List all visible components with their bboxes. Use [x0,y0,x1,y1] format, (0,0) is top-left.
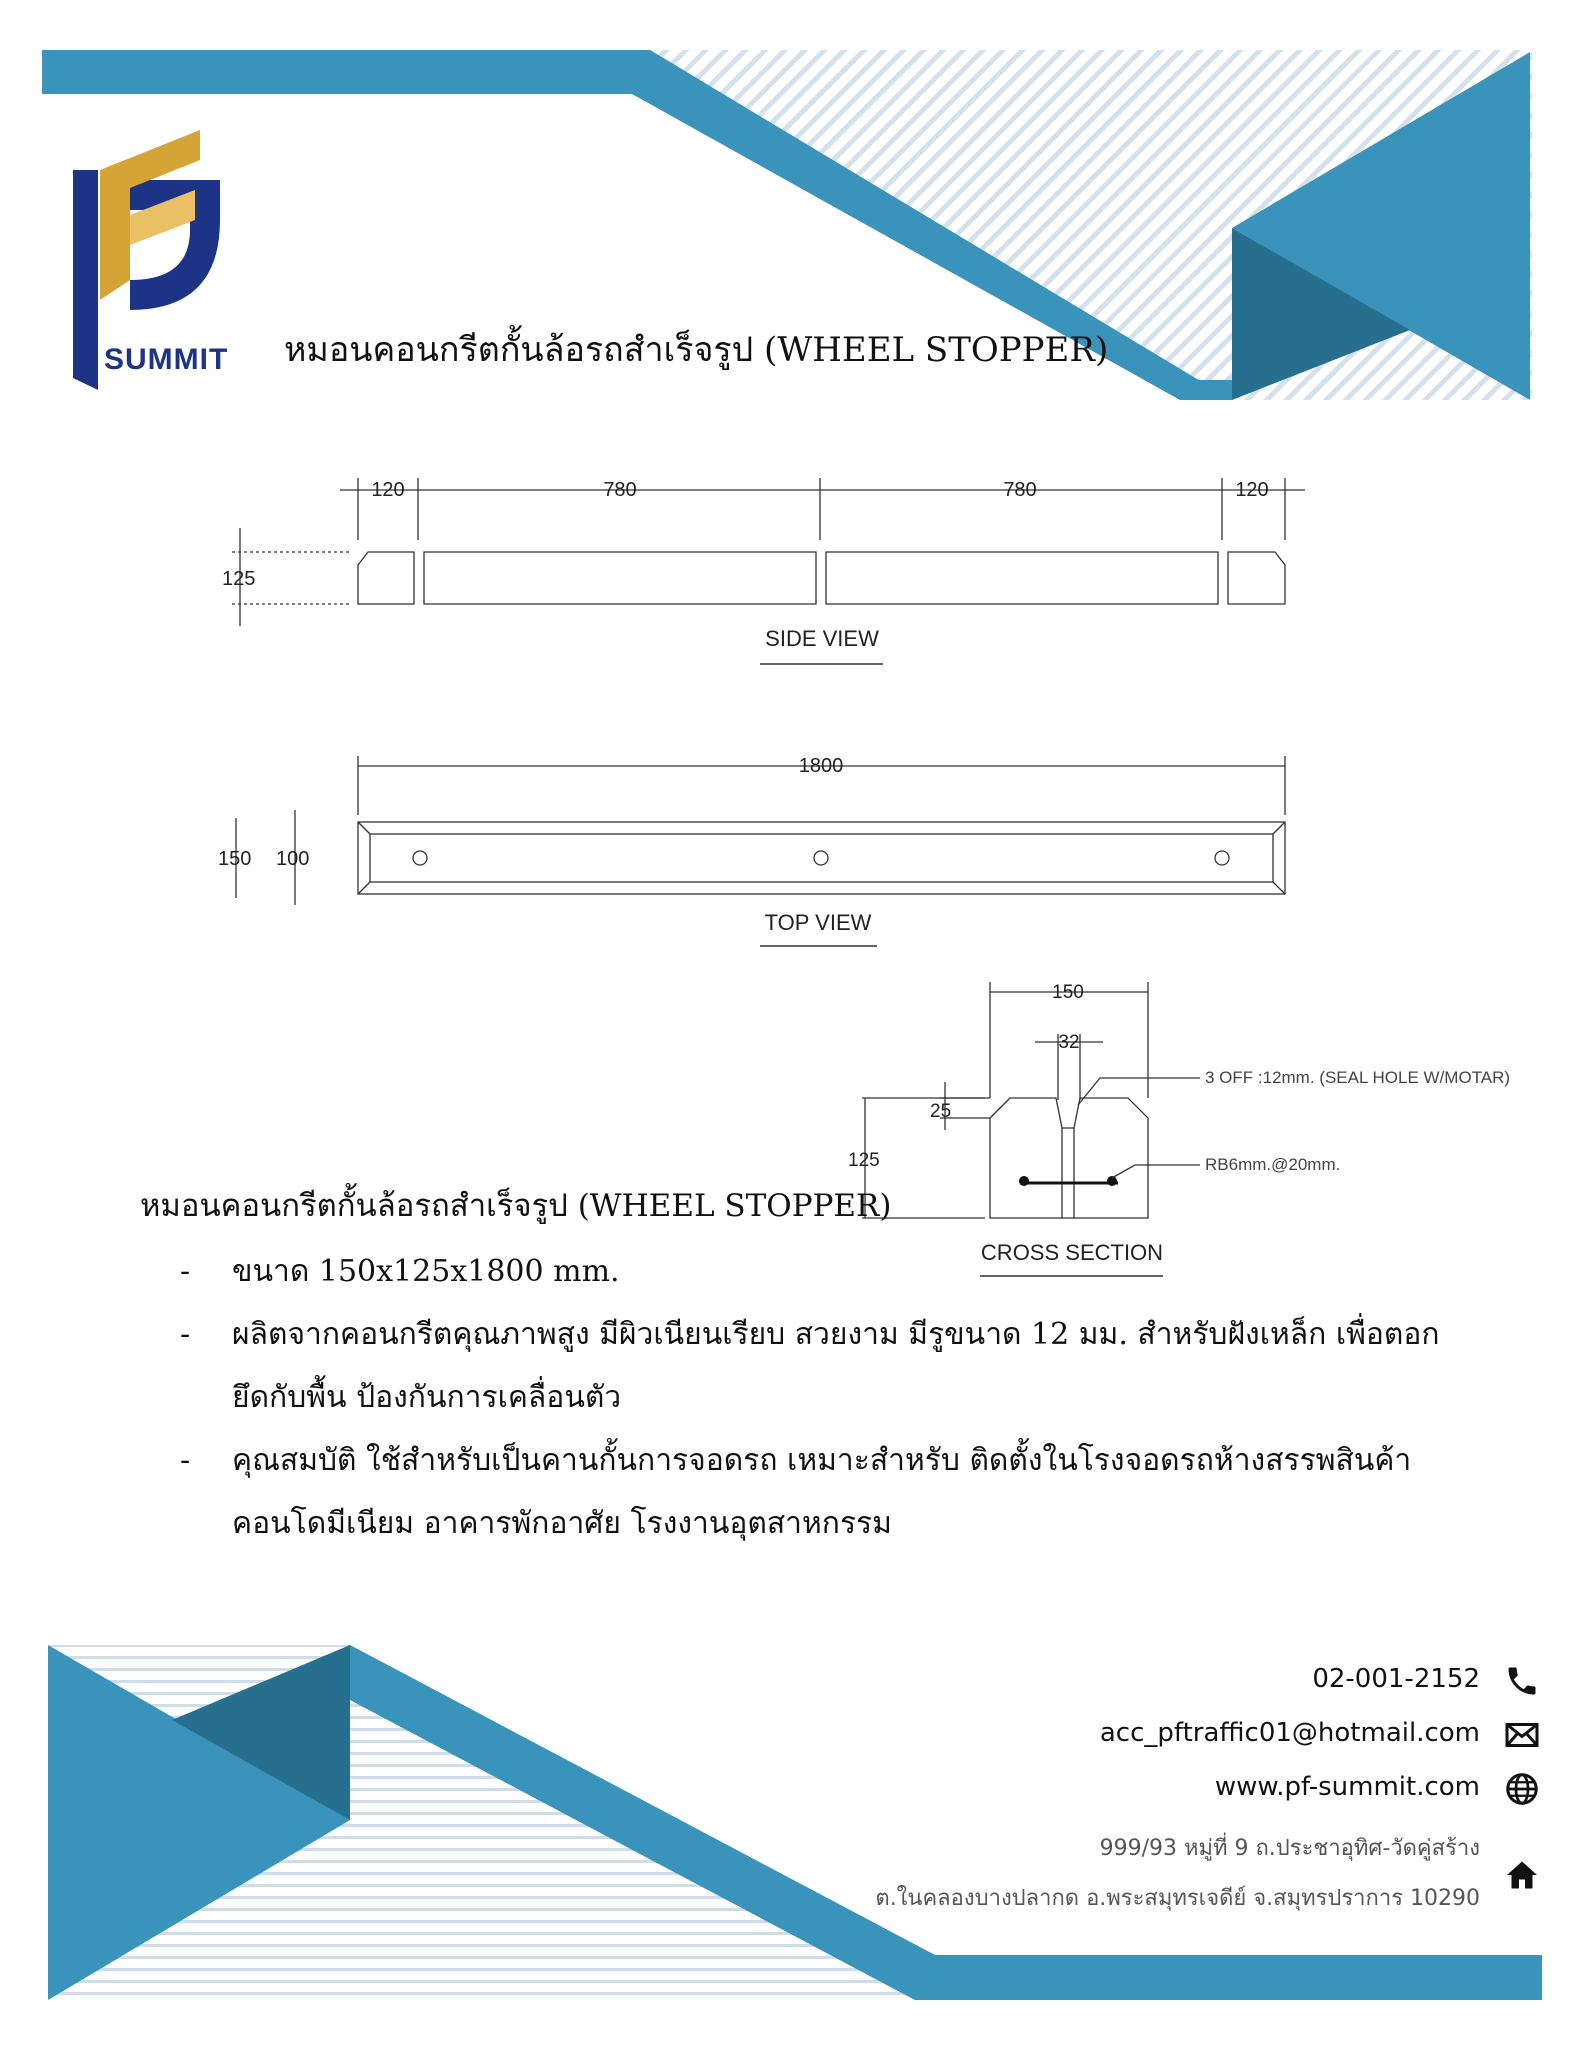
mail-icon [1504,1717,1540,1753]
bullet-text: ขนาด 150x125x1800 mm. [232,1254,620,1289]
top-view-label: TOP VIEW [764,910,872,935]
list-item: - ผลิตจากคอนกรีตคุณภาพสูง มีผิวเนียนเรียบ สวยงาม มีรูขนาด 12 มม. สำหรับฝังเหล็ก เพื่อตอกยึดกับพื้น ป้องกันการเคลื่อนตัว [180,1317,1440,1415]
logo-text: SUMMIT [104,343,229,376]
side-height: 125 [222,568,256,590]
contact-website[interactable]: www.pf-summit.com [1214,1772,1480,1802]
cross-slot: 32 [1058,1032,1080,1053]
cross-width: 150 [1052,982,1084,1003]
top-width-inner: 100 [276,848,310,870]
page-title: หมอนคอนกรีตกั้นล้อรถสำเร็จรูป (WHEEL STOPPER) [284,330,1109,370]
description-heading: หมอนคอนกรีตกั้นล้อรถสำเร็จรูป (WHEEL STOPPER) [140,1188,892,1224]
contact-phone[interactable]: 02-001-2152 [1312,1664,1480,1694]
home-icon [1504,1857,1540,1893]
side-dim-3: 780 [1003,479,1037,501]
top-length: 1800 [798,755,844,777]
cross-note-rebar: RB6mm.@20mm. [1205,1155,1341,1174]
cross-section-label: CROSS SECTION [980,1240,1164,1265]
side-dim-2: 780 [603,479,637,501]
cross-section [862,982,1200,1276]
description-list [180,1240,1460,1555]
contact-email[interactable]: acc_pftraffic01@hotmail.com [1099,1718,1480,1748]
list-item: - ขนาด 150x125x1800 mm. [180,1254,620,1289]
globe-icon [1504,1771,1540,1807]
contact-address-line1: 999/93 หมู่ที่ 9 ถ.ประชาอุทิศ-วัดคู่สร้าง [1099,1836,1480,1861]
bullet-text: ผลิตจากคอนกรีตคุณภาพสูง มีผิวเนียนเรียบ สวยงาม มีรูขนาด 12 มม. สำหรับฝังเหล็ก เพื่อตอกยึดกับพื้น ป้องกันการเคลื่อนตัว [232,1317,1440,1415]
cross-note-hole: 3 OFF :12mm. (SEAL HOLE W/MOTAR) [1205,1068,1511,1087]
cross-height: 125 [848,1150,880,1171]
contact-address-line2: ต.ในคลองบางปลากด อ.พระสมุทรเจดีย์ จ.สมุทรปราการ 10290 [875,1886,1480,1911]
side-dim-1: 120 [371,479,405,501]
bullet-text: คุณสมบัติ ใช้สำหรับเป็นคานกั้นการจอดรถ เหมาะสำหรับ ติดตั้งในโรงจอดรถห้างสรรพสินค้า คอนโดมีเนียม อาคารพักอาศัย โรงงานอุตสาหกรรม [232,1443,1412,1541]
list-item: - คุณสมบัติ ใช้สำหรับเป็นคานกั้นการจอดรถ เหมาะสำหรับ ติดตั้งในโรงจอดรถห้างสรรพสินค้า คอนโดมีเนียม อาคารพักอาศัย โรงงานอุตสาหกรรม [180,1443,1412,1541]
top-width-outer: 150 [218,848,252,870]
top-view [236,756,1285,946]
side-view-label: SIDE VIEW [765,626,879,651]
technical-drawing [0,440,1582,1300]
cross-chamfer: 25 [930,1101,952,1122]
phone-icon [1504,1663,1540,1699]
side-dim-4: 120 [1235,479,1269,501]
